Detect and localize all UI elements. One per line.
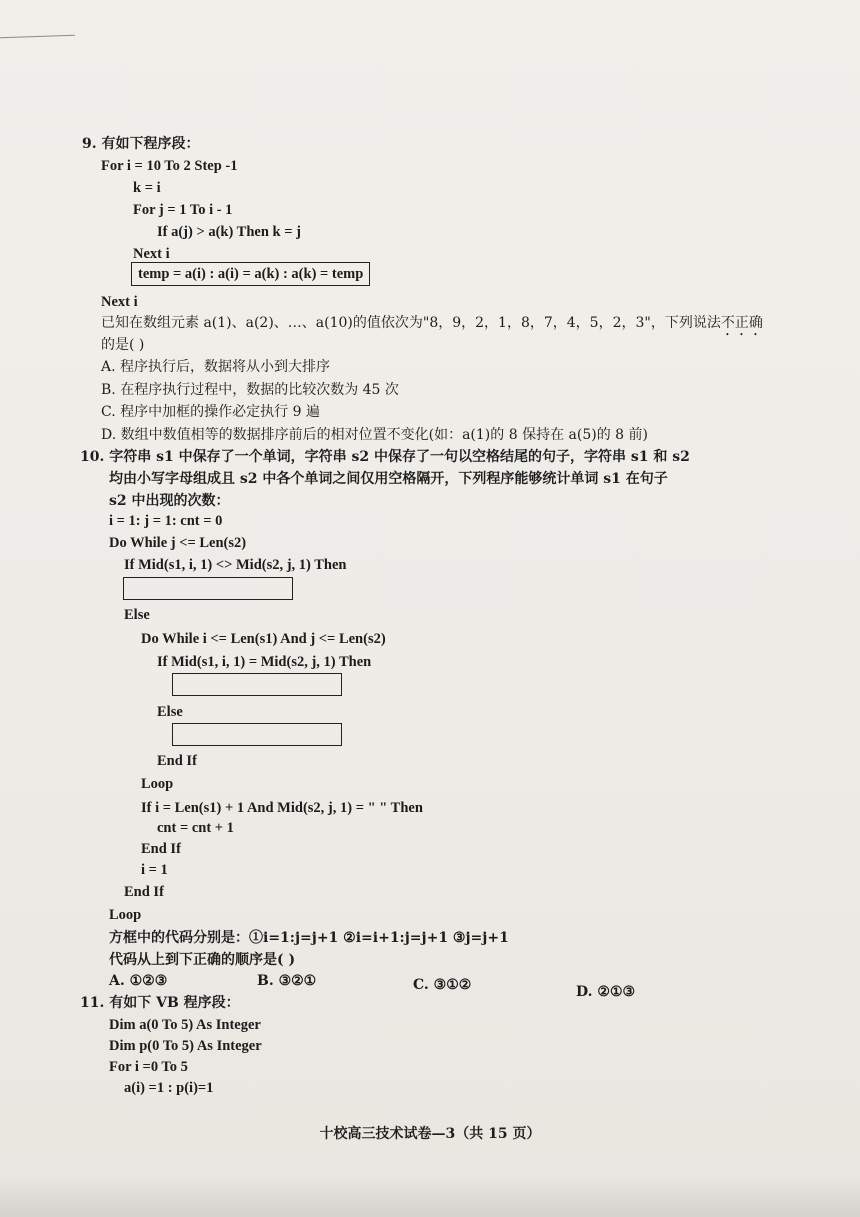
q10-order-prompt: 代码从上到下正确的顺序是( ) [109,952,296,968]
q9-option-d: D. 数组中数值相等的数据排序前后的相对位置不变化(如：a(1)的 8 保持在 a(5)的 8 前) [101,427,648,443]
q10-code-line-2: Do While j <= Len(s2) [109,535,247,551]
q10-code-line-inner-if: If Mid(s1, i, 1) = Mid(s2, j, 1) Then [157,654,372,670]
q10-code-line-1: i = 1: j = 1: cnt = 0 [109,513,223,529]
q9-code-line-5: Next i [133,246,170,262]
q9-stem-line-1 [101,313,763,339]
q10-option-c: C. ③①② [413,977,472,993]
q11-code-line-1: Dim a(0 To 5) As Integer [109,1017,261,1033]
q10-option-d: D. ②①③ [576,984,636,1000]
q9-stem-text: 已知在数组元素 a(1)、a(2)、…、a(10)的值依次为"8，9，2，1，8，7，4，5，2，3"，下列说法 [101,315,721,331]
q10-blank-box-2 [172,673,342,696]
q10-blank-box-3 [172,723,342,746]
q10-code-line-endif-3: End If [124,884,164,900]
q10-code-line-if-count: If i = Len(s1) + 1 And Mid(s2, j, 1) = " " Then [141,800,423,816]
q9-stem-line-2: 的是( ) [101,337,145,353]
q9-option-b: B. 在程序执行过程中，数据的比较次数为 45 次 [101,382,399,398]
page-footer: 十校高三技术试卷—3（共 15 页） [319,1126,541,1142]
q9-header: 9. 有如下程序段： [82,136,200,152]
q10-stem-line-1: 10. 字符串 s1 中保存了一个单词，字符串 s2 中保存了一句以空格结尾的句子，字符串 s1 和 s2 [80,449,690,465]
scan-edge-line [0,35,75,39]
q10-code-line-inner-loop: Do While i <= Len(s1) And j <= Len(s2) [141,631,386,647]
q10-code-line-increment: cnt = cnt + 1 [157,820,234,836]
q9-option-c: C. 程序中加框的操作必定执行 9 遍 [101,404,320,420]
q10-code-line-else-1: Else [124,607,150,623]
q9-boxed-code: temp = a(i) : a(i) = a(k) : a(k) = temp [131,262,370,286]
q11-header: 11. 有如下 VB 程序段： [80,995,240,1011]
q10-code-line-loop-1: Loop [141,776,174,792]
scan-shadow [0,1177,860,1217]
q10-code-line-endif-2: End If [141,841,181,857]
q9-next-line: Next i [101,294,138,310]
q10-code-line-loop-2: Loop [109,907,142,923]
q9-stem-emphasis: 不正确 [720,315,763,331]
q9-code-line-2: k = i [133,180,161,196]
q10-stem-line-3: s2 中出现的次数： [109,493,230,509]
q9-code-line-1: For i = 10 To 2 Step -1 [101,158,238,174]
q10-option-b: B. ③②① [257,973,317,989]
q10-stem-line-2: 均由小写字母组成且 s2 中各个单词之间仅用空格隔开，下列程序能够统计单词 s1 在句子 [109,471,668,487]
q11-code-line-4: a(i) =1 : p(i)=1 [124,1080,214,1096]
q9-code-line-3: For j = 1 To i - 1 [133,202,233,218]
q10-code-line-else-2: Else [157,704,183,720]
q10-code-line-reset: i = 1 [141,862,168,878]
q9-option-a: A. 程序执行后，数据将从小到大排序 [101,359,331,375]
q10-blank-box-1 [123,577,293,600]
q10-code-line-endif-1: End If [157,753,197,769]
q10-code-line-3: If Mid(s1, i, 1) <> Mid(s2, j, 1) Then [124,557,347,573]
q9-code-line-4: If a(j) > a(k) Then k = j [157,224,301,240]
q11-code-line-2: Dim p(0 To 5) As Integer [109,1038,262,1054]
q11-code-line-3: For i =0 To 5 [109,1059,188,1075]
q10-codes-list: 方框中的代码分别是：①i=1:j=j+1 ②i=i+1:j=j+1 ③j=j+1 [109,930,509,946]
q10-option-a: A. ①②③ [109,973,168,989]
